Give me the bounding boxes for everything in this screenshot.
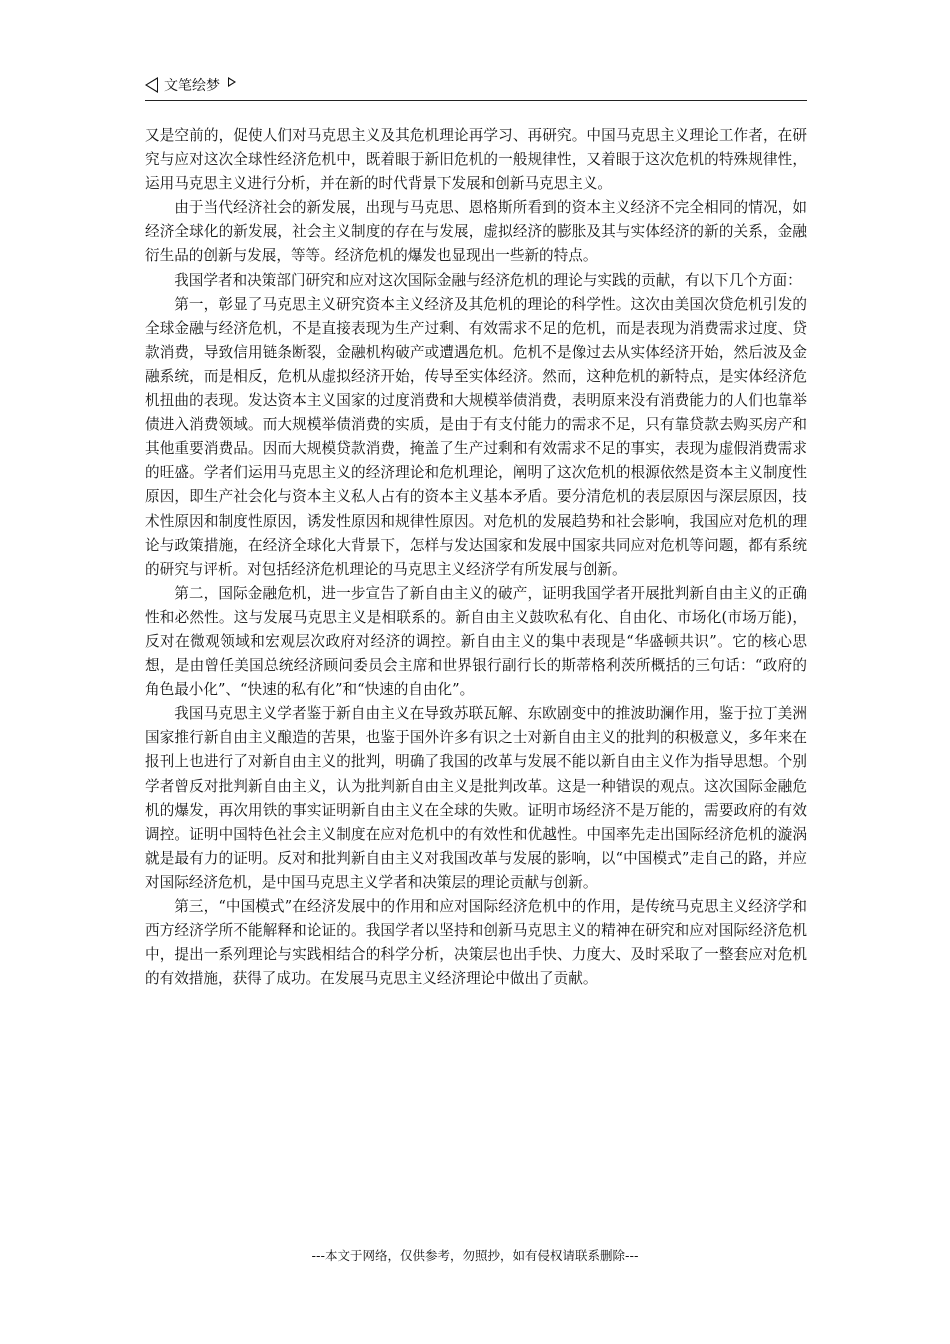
brand-label: 文笔绘梦 <box>164 78 220 94</box>
paragraph: 第三，“中国模式”在经济发展中的作用和应对国际经济危机中的作用，是传统马克思主义经济学和西方经济学所不能解释和论证的。我国学者以坚持和创新马克思主义的精神在研究和应对国际经济危机中，提出一系列理论与实践相结合的科学分析，决策层也出手快、力度大、及时采取了一整套应对危机的有效措施，获得了成功。在发展马克思主义经济理论中做出了贡献。 <box>145 898 807 988</box>
paragraph: 我国马克思主义学者鉴于新自由主义在导致苏联瓦解、东欧剧变中的推波助澜作用，鉴于拉丁美洲国家推行新自由主义酿造的苦果，也鉴于国外许多有识之士对新自由主义的批判的积极意义，多年来在报刊上也进行了对新自由主义的批判，明确了我国的改革与发展不能以新自由主义作为指导思想。个别学者曾反对批判新自由主义，认为批判新自由主义是批判改革。这是一种错误的观点。这次国际金融危机的爆发，再次用铁的事实证明新自由主义在全球的失败。证明市场经济不是万能的，需要政府的有效调控。证明中国特色社会主义制度在应对危机中的有效性和优越性。中国率先走出国际经济危机的漩涡就是最有力的证明。反对和批判新自由主义对我国改革与发展的影响，以“中国模式”走自己的路，并应对国际经济危机，是中国马克思主义学者和决策层的理论贡献与创新。 <box>145 705 807 891</box>
page-header <box>145 74 807 101</box>
triangle-right-icon <box>228 77 236 87</box>
brand <box>145 75 236 95</box>
paragraph-continuation: 又是空前的，促使人们对马克思主义及其危机理论再学习、再研究。中国马克思主义理论工作者，在研究与应对这次全球性经济危机中，既着眼于新旧危机的一般规律性，又着眼于这次危机的特殊规律性，运用马克思主义进行分析，并在新的时代背景下发展和创新马克思主义。 <box>145 127 807 193</box>
paragraph: 我国学者和决策部门研究和应对这次国际金融与经济危机的理论与实践的贡献，有以下几个方面： <box>174 271 802 289</box>
triangle-left-icon <box>145 77 158 93</box>
paragraph: 第一，彰显了马克思主义研究资本主义经济及其危机的理论的科学性。这次由美国次贷危机引发的全球金融与经济危机，不是直接表现为生产过剩、有效需求不足的危机，而是表现为消费需求过度、贷款消费，导致信用链条断裂，金融机构破产或遭遇危机。危机不是像过去从实体经济开始，然后波及金融系统，而是相反，危机从虚拟经济开始，传导至实体经济。然而，这种危机的新特点，是实体经济危机扭曲的表现。发达资本主义国家的过度消费和大规模举债消费，表明原来没有消费能力的人们也靠举债进入消费领域。而大规模举债消费的实质，是由于有支付能力的需求不足，只有靠贷款去购买房产和其他重要消费品。因而大规模贷款消费，掩盖了生产过剩和有效需求不足的事实，表现为虚假消费需求的旺盛。学者们运用马克思主义的经济理论和危机理论，阐明了这次危机的根源依然是资本主义制度性原因，即生产社会化与资本主义私人占有的资本主义基本矛盾。要分清危机的表层原因与深层原因，技术性原因和制度性原因，诱发性原因和规律性原因。对危机的发展趋势和社会影响，我国应对危机的理论与政策措施，在经济全球化大背景下，怎样与发达国家和发展中国家共同应对危机等问题，都有系统的研究与评析。对包括经济危机理论的马克思主义经济学有所发展与创新。 <box>145 295 807 578</box>
page-footer: ---本文于网络，仅供参考，勿照抄，如有侵权请联系删除--- <box>311 1248 639 1263</box>
paragraph: 第二，国际金融危机，进一步宣告了新自由主义的破产，证明我国学者开展批判新自由主义的正确性和必然性。这与发展马克思主义是相联系的。新自由主义鼓吹私有化、自由化、市场化(市场万能)，反对在微观领域和宏观层次政府对经济的调控。新自由主义的集中表现是“华盛顿共识”。它的核心思想，是由曾任美国总统经济顾问委员会主席和世界银行副行长的斯蒂格利茨所概括的三句话：“政府的角色最小化”、“快速的私有化”和“快速的自由化”。 <box>145 584 807 699</box>
document-body <box>145 124 807 991</box>
paragraph: 由于当代经济社会的新发展，出现与马克思、恩格斯所看到的资本主义经济不完全相同的情况，如经济全球化的新发展，社会主义制度的存在与发展，虚拟经济的膨胀及其与实体经济的新的关系，金融衍生品的创新与发展，等等。经济危机的爆发也显现出一些新的特点。 <box>145 199 807 265</box>
